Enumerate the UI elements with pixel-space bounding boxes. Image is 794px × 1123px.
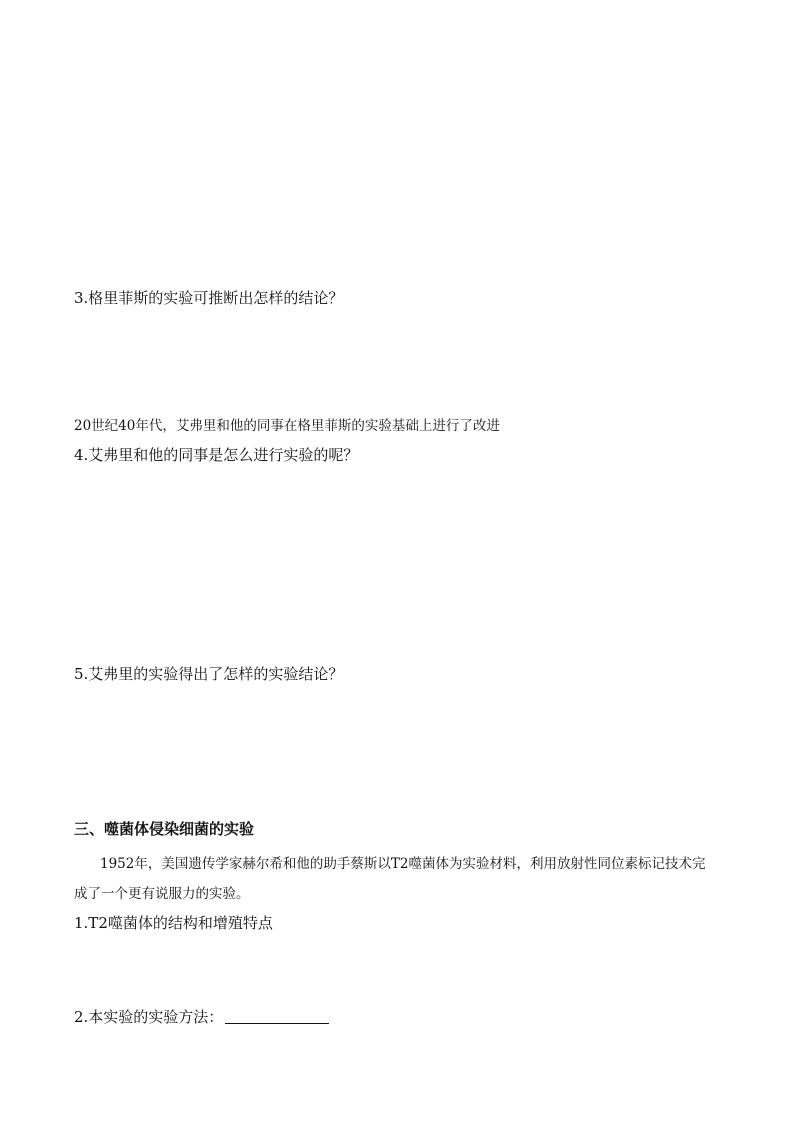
question-2-text: 2.本实验的实验方法： bbox=[74, 1008, 224, 1026]
question-5: 5.艾弗里的实验得出了怎样的实验结论？ bbox=[74, 665, 344, 683]
question-3: 3.格里菲斯的实验可推断出怎样的结论？ bbox=[74, 289, 344, 307]
answer-blank[interactable] bbox=[225, 1009, 329, 1024]
question-2 bbox=[74, 1006, 329, 1027]
paragraph-line-2: 成了一个更有说服力的实验。 bbox=[74, 886, 250, 902]
intro-paragraph: 20世纪40年代，艾弗里和他的同事在格里菲斯的实验基础上进行了改进 bbox=[74, 418, 500, 434]
section-heading: 三、噬菌体侵染细菌的实验 bbox=[74, 820, 255, 838]
question-4: 4.艾弗里和他的同事是怎么进行实验的呢？ bbox=[74, 446, 359, 464]
question-1: 1.T2噬菌体的结构和增殖特点 bbox=[74, 914, 273, 932]
paragraph-line-1: 1952年，美国遗传学家赫尔希和他的助手蔡斯以T2噬菌体为实验材料，利用放射性同位素标记技术完 bbox=[100, 856, 706, 872]
